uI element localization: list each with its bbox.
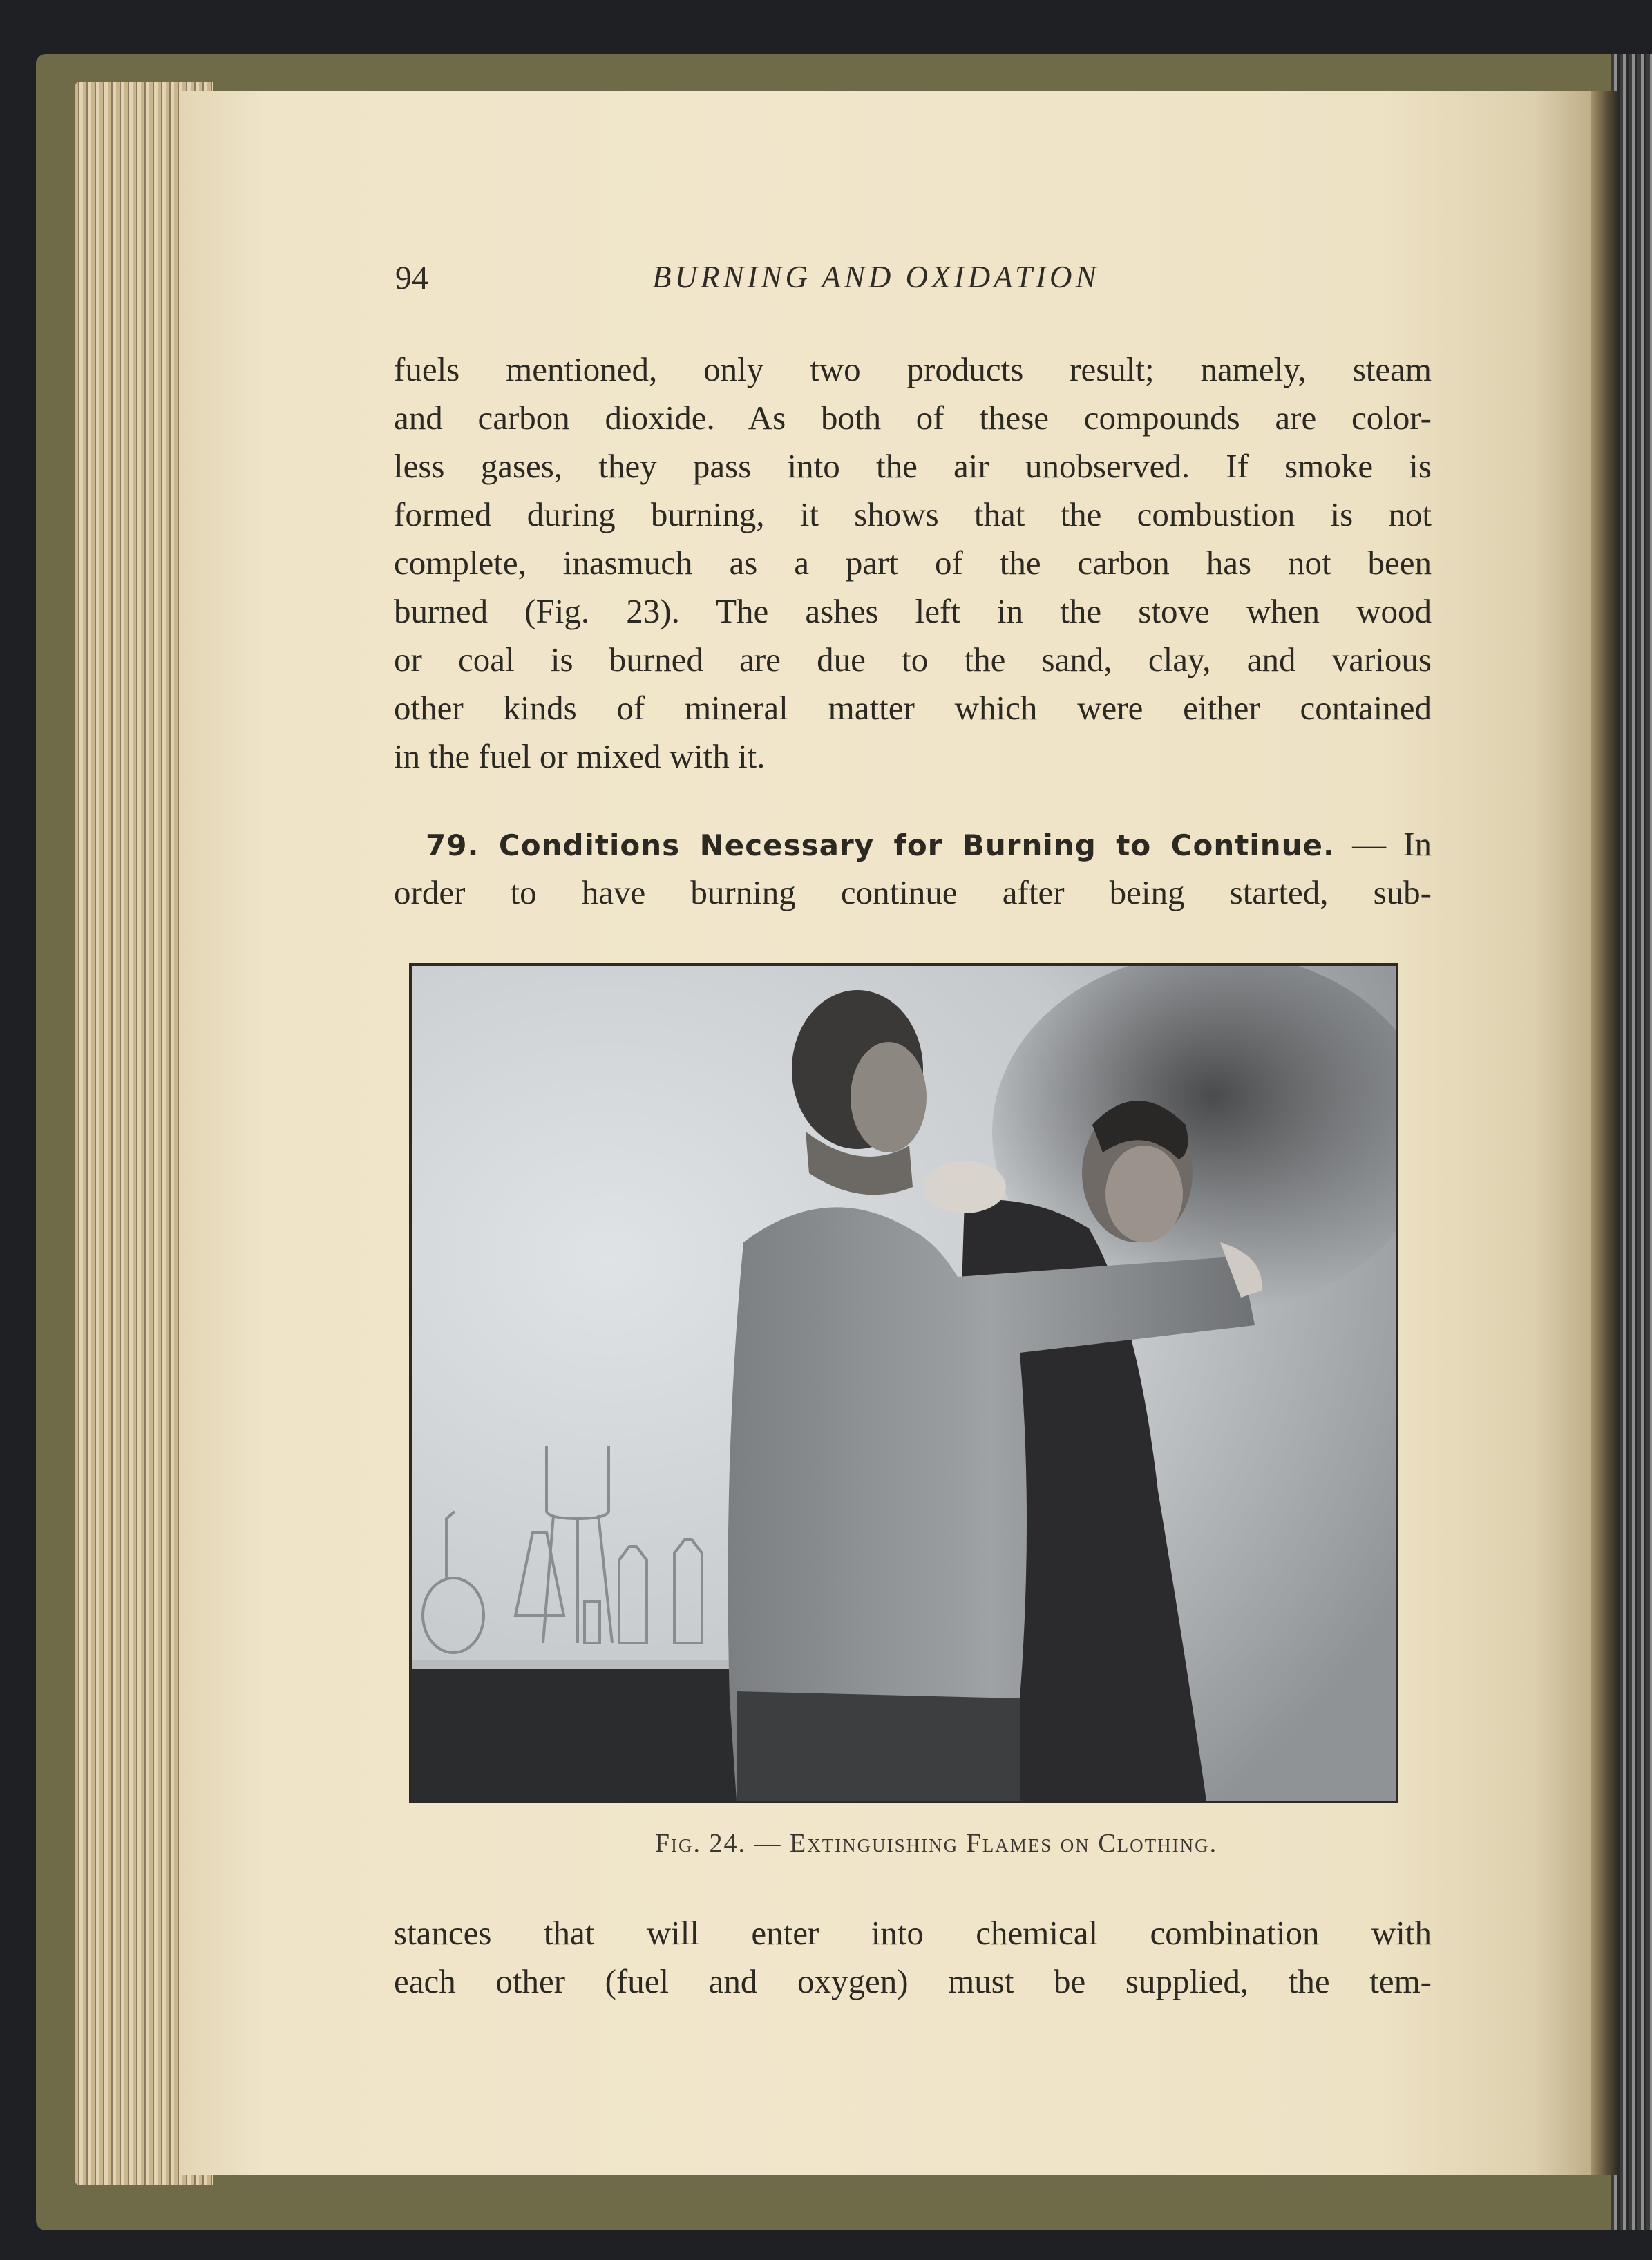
text-line: fuels mentioned, only two products result; namely, steam	[394, 350, 1432, 388]
figure-photo	[409, 963, 1398, 1803]
page-gutter	[1591, 91, 1618, 2175]
section-79	[394, 820, 1432, 917]
photo-extinguishing-flames	[412, 966, 1396, 1801]
text-line: and carbon dioxide. As both of these compounds are color-	[394, 399, 1432, 437]
text-line: other kinds of mineral matter which were either contained	[394, 689, 1432, 727]
page-number: 94	[395, 260, 428, 296]
text-line: or coal is burned are due to the sand, clay, and various	[394, 640, 1432, 678]
section-heading-tail: — In	[1352, 825, 1432, 863]
text-line: less gases, they pass into the air unobserved. If smoke is	[394, 447, 1432, 485]
text-line: each other (fuel and oxygen) must be supplied, the tem-	[394, 1962, 1432, 2000]
text-line: stances that will enter into chemical combination with	[394, 1914, 1432, 1952]
paragraph-continued	[394, 1909, 1432, 2006]
text-line: formed during burning, it shows that the combustion is not	[394, 495, 1432, 533]
text-line: complete, inasmuch as a part of the carbon has not been	[394, 544, 1432, 582]
section-heading-line	[394, 820, 1432, 868]
text-line: order to have burning continue after being started, sub-	[394, 873, 1432, 911]
figure-caption: Fig. 24. — Extinguishing Flames on Clothing.	[654, 1829, 1218, 1858]
page-header	[395, 259, 1432, 307]
text-line: burned (Fig. 23). The ashes left in the stove when wood	[394, 592, 1432, 630]
paragraph-fuels	[394, 345, 1432, 781]
running-head: BURNING AND OXIDATION	[652, 260, 1100, 294]
text-line: in the fuel or mixed with it.	[394, 737, 766, 775]
section-heading: 79. Conditions Necessary for Burning to Continue.	[426, 828, 1335, 862]
